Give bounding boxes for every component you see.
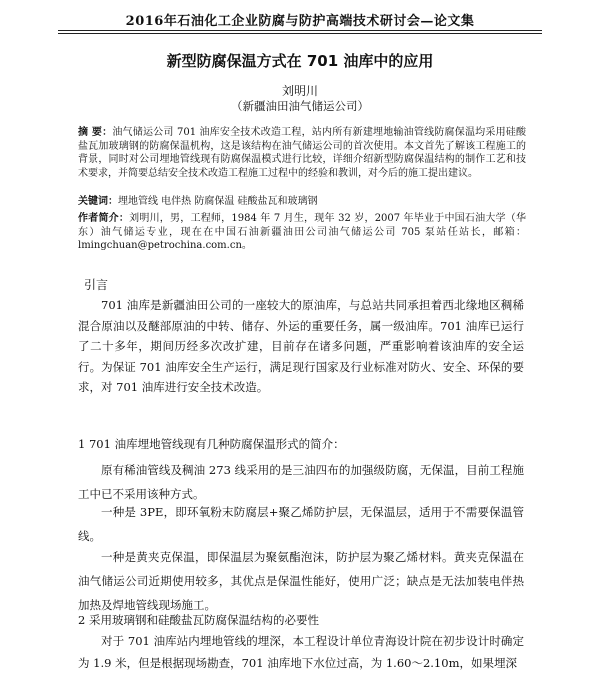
author-bio <box>78 212 526 253</box>
section-1-paragraph-1: 原有稀油管线及稠油 273 线采用的是三油四布的加强级防腐，无保温，目前工程施工中已不采用该种方式。 <box>78 463 524 501</box>
author-name: 刘明川 <box>281 84 318 98</box>
abstract <box>78 126 526 180</box>
keywords-label: 关键词： <box>78 196 118 207</box>
bio-text: 刘明川，男，工程师，1984 年 7 月生，现年 32 岁，2007 年毕业于中国石油大学（华东）油气储运专业，现在在中国石油新疆油田公司油气储运公司 705 泵站任站长，邮箱：lmingchuan@petrochina.com.cn。 <box>78 213 527 252</box>
section-1-paragraph-3: 一种是黄夹克保温，即保温层为聚氨酯泡沫，防护层为聚乙烯材料。黄夹克保温在油气储运公司近期使用较多，其优点是保温性能好，使用广泛；缺点是无法加装电伴热加热及焊地管线现场施工。 <box>78 550 524 612</box>
header-rule <box>58 30 542 31</box>
abstract-text: 油气储运公司 701 油库安全技术改造工程，站内所有新建埋地输油管线防腐保温均采用硅酸盐瓦加玻璃钢的防腐保温机构，这是该结构在油气储运公司的首次使用。本文首先了解该工程施工的背景，同时对公司埋地管线现有防腐保温模式进行比较，详细介绍新型防腐保温结构的制作工艺和技术要求，并简要总结安全技术改造工程施工过程中的经验和教训，对今后的施工提出建议。 <box>78 127 526 179</box>
section-1-heading: 1 701 油库埋地管线现有几种防腐保温形式的简介： <box>78 437 345 451</box>
author-affiliation: （新疆油田油气储运公司） <box>231 99 369 113</box>
section-2-paragraph-1: 对于 701 油库站内埋地管线的埋深，本工程设计单位青海设计院在初步设计时确定为 1.9 米，但是根据现场勘查，701 油库地下水位过高，为 1.60～2.10m，如果埋深 <box>78 634 524 670</box>
section-2-heading: 2 采用玻璃钢和硅酸盐瓦防腐保温结构的必要性 <box>78 613 319 627</box>
keywords <box>78 195 526 209</box>
intro-heading: 引言 <box>84 278 109 292</box>
abstract-label: 摘 要： <box>78 127 113 138</box>
running-header: 2016年石油化工企业防腐与防护高端技术研讨会—论文集 <box>125 14 475 29</box>
intro-paragraph: 701 油库是新疆油田公司的一座较大的原油库，与总站共同承担着西北缘地区稠稀混合原油以及醚部原油的中转、储存、外运的重要任务，属一级油库。701 油库已运行了二十多年，期间历经多次改扩建，目前存在诸多问题，严重影响着该油库的安全运行。为保证 701 油库安全生产运行，满足现行国家及行业标准对防火、安全、环保的要求，对 701 油库进行安全技术改造。 <box>78 298 524 394</box>
section-1-paragraph-2: 一种是 3PE，即环氧粉末防腐层+聚乙烯防护层，无保温层，适用于不需要保温管线。 <box>78 505 524 543</box>
header-rule-thin <box>58 33 542 34</box>
keywords-text: 埋地管线 电伴热 防腐保温 硅酸盐瓦和玻璃钢 <box>118 196 318 207</box>
article-title: 新型防腐保温方式在 701 油库中的应用 <box>166 52 434 70</box>
bio-label: 作者简介： <box>78 213 130 224</box>
